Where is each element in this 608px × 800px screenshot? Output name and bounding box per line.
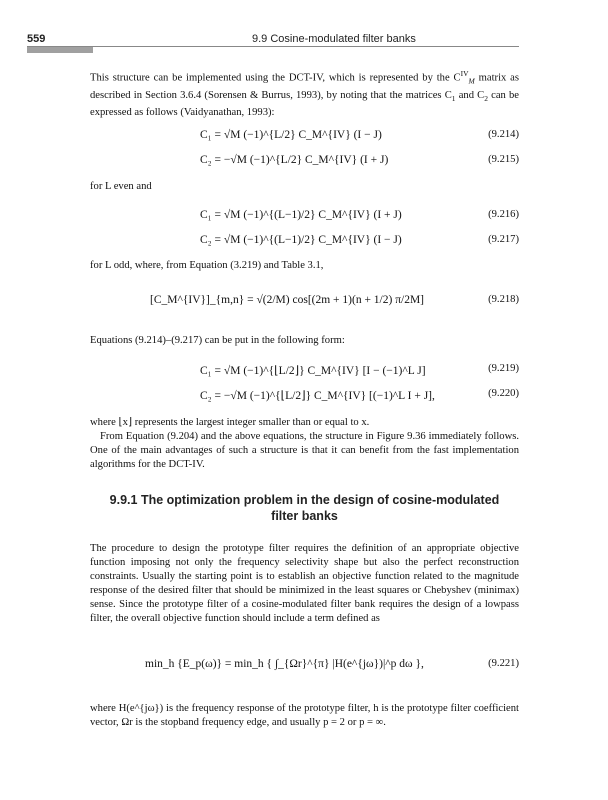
intro-sup: IV [460, 69, 469, 78]
equation-number: (9.220) [488, 388, 519, 399]
equation-number: (9.215) [488, 154, 519, 165]
section-title-line2: filter banks [271, 509, 338, 523]
header-accent-bar [27, 47, 93, 53]
intro-text-mid: and C [455, 89, 485, 101]
equation-9-220 [90, 386, 519, 406]
equation-expr: C₂ = −√M (−1)^{L/2} C_M^{IV} (I + J) [200, 154, 389, 166]
text-design-procedure: The procedure to design the prototype filter requires the definition of an appropriate objective function imposing not only the frequency selectivity shape but also the perfect reconstruction constraints. Usually the starting point is to establish an objective function related to the magnitude response of the desired filter that should be minimized in the least squares or Chebyshev (minimax) sense. Since the prototype filter of a cosine-modulated filter bank requires the design of a lowpass filter, the overall objective function should include a term defined as [90, 543, 519, 624]
equation-number: (9.214) [488, 129, 519, 140]
header-rule [27, 46, 519, 47]
text-equations-form: Equations (9.214)–(9.217) can be put in the following form: [90, 335, 345, 346]
paragraph-intro [90, 67, 519, 120]
text-l-odd: for L odd, where, from Equation (3.219) and Table 3.1, [90, 260, 324, 271]
section-heading [90, 492, 519, 524]
equation-9-214 [90, 127, 519, 147]
text-floor-definition: where ⌊x⌋ represents the largest integer smaller than or equal to x. [90, 417, 370, 428]
equation-expr: C₁ = √M (−1)^{⌊L/2⌋} C_M^{IV} [I − (−1)^L J] [200, 365, 426, 377]
paragraph-where-h [90, 702, 519, 730]
equation-number: (9.219) [488, 363, 519, 374]
equation-9-215 [90, 152, 519, 172]
equation-9-218 [90, 288, 519, 316]
equation-9-217 [90, 232, 519, 252]
equation-expr: [C_M^{IV}]_{m,n} = √(2/M) cos[(2m + 1)(n + 1/2) π/2M] [150, 294, 425, 306]
running-title: 9.9 Cosine-modulated filter banks [252, 33, 416, 45]
section-number: 9.9.1 [109, 493, 138, 507]
equation-number: (9.218) [488, 294, 519, 305]
equation-expr: C₂ = −√M (−1)^{⌊L/2⌋} C_M^{IV} [(−1)^L I + J], [200, 390, 435, 402]
intro-sub-2: 2 [484, 93, 488, 103]
intro-sub-1: 1 [451, 93, 456, 103]
page-number: 559 [27, 33, 46, 45]
section-title-line1: The optimization problem in the design of cosine-modulated [140, 493, 500, 507]
text-l-even: for L even and [90, 181, 152, 192]
equation-9-216 [90, 207, 519, 227]
equation-expr: C₁ = √M (−1)^{(L−1)/2} C_M^{IV} (I + J) [200, 209, 402, 221]
paragraph-floor-definition [90, 416, 519, 472]
equation-number: (9.217) [488, 234, 519, 245]
equation-expr: C₂ = √M (−1)^{(L−1)/2} C_M^{IV} (I − J) [200, 234, 402, 246]
equation-number: (9.216) [488, 209, 519, 220]
intro-sub: M [468, 76, 475, 86]
text-where-h: where H(e^{jω}) is the frequency response of the prototype filter, h is the prototype filter coefficient vector, Ωr is the stopband frequency edge, and usually p = 2 or p = ∞. [90, 703, 519, 728]
intro-text-b: matrix as described in Section 3.6.4 (Sorensen & Burrus, 1993), by noting that the matrices C [90, 72, 519, 101]
equation-number: (9.221) [488, 658, 519, 669]
paragraph-design-procedure [90, 542, 519, 626]
equation-expr: C₁ = √M (−1)^{L/2} C_M^{IV} (I − J) [200, 129, 382, 141]
equation-9-221 [90, 650, 519, 680]
paragraph-l-even [90, 180, 519, 194]
equation-9-219 [90, 361, 519, 381]
intro-text-end: can be expressed as follows (Vaidyanathan, 1993): [90, 89, 519, 118]
intro-text-a: This structure can be implemented using the DCT-IV, which is represented by the C [90, 72, 461, 84]
text-structure-follows: From Equation (9.204) and the above equations, the structure in Figure 9.36 immediately follows. One of the main advantages of such a structure is that it can benefit from the fast implementation algorithms for the DCT-IV. [90, 431, 519, 470]
equation-expr: min_h {E_p(ω)} = min_h { ∫_{Ωr}^{π} |H(e^{jω})|^p dω }, [145, 658, 424, 670]
paragraph-equations-form [90, 334, 519, 348]
paragraph-l-odd [90, 259, 519, 273]
